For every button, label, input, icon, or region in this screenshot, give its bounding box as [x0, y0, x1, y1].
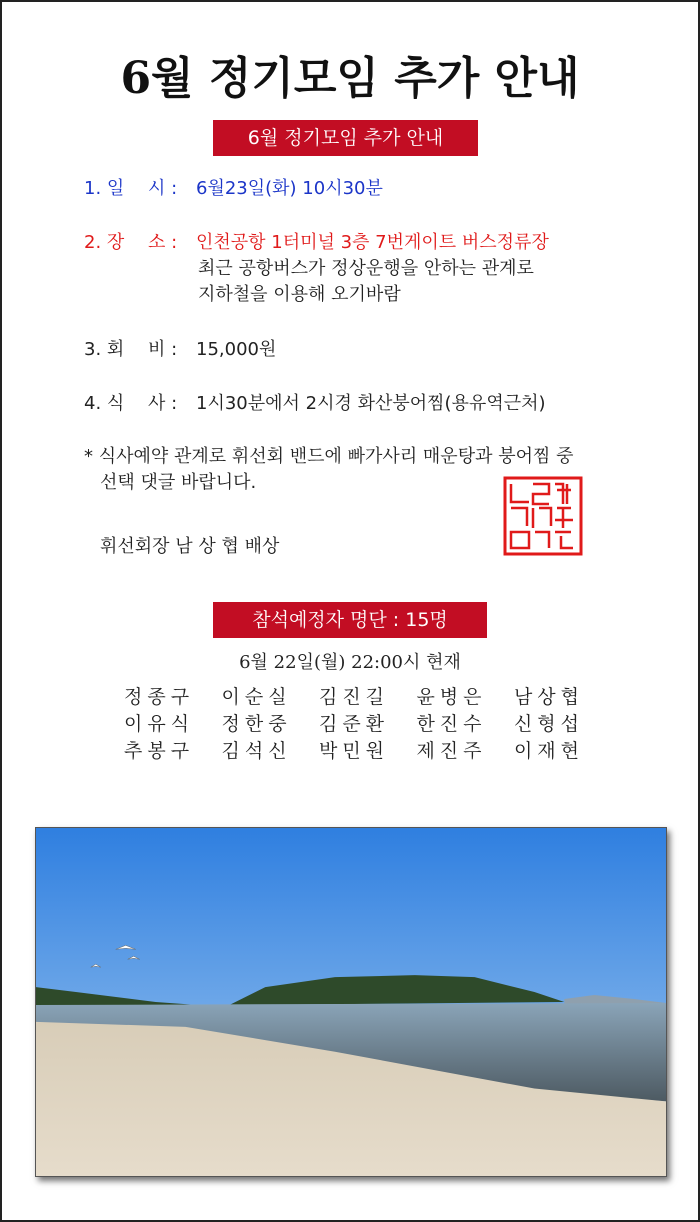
item-label: 4. 식 사 :	[84, 393, 178, 414]
item-value: 6월23일(화) 10시30분	[196, 178, 383, 199]
note-line-1: * 식사예약 관계로 휘선회 밴드에 빠가사리 매운탕과 붕어찜 중	[84, 446, 574, 467]
attendee-row	[124, 711, 584, 738]
attendee-name: 김진길	[318, 686, 390, 708]
beach-photo	[35, 827, 667, 1177]
note-line-2: 선택 댓글 바랍니다.	[100, 472, 257, 493]
item-value: 인천공항 1터미널 3층 7번게이트 버스정류장	[196, 232, 549, 253]
attendee-name: 이유식	[124, 713, 195, 735]
item-place	[84, 228, 549, 254]
attendee-name: 제진주	[416, 740, 487, 762]
attendee-name: 추봉구	[124, 740, 195, 762]
attendee-name: 이재현	[513, 740, 584, 762]
seal-stamp	[503, 476, 583, 556]
attendee-row	[124, 684, 584, 711]
attendee-name: 박민원	[318, 740, 390, 762]
title-banner: 6월 정기모임 추가 안내	[213, 120, 478, 156]
attendee-name: 정한중	[221, 713, 292, 735]
item-value: 1시30분에서 2시경 화산붕어찜(용유역근처)	[196, 393, 546, 414]
item-fee	[84, 335, 276, 361]
attendee-list	[124, 684, 584, 765]
signature: 휘선회장 남 상 협 배상	[100, 536, 280, 557]
item-datetime	[84, 174, 383, 200]
place-note-1: 최근 공항버스가 정상운행을 안하는 관계로	[198, 258, 534, 279]
item-label: 2. 장 소 :	[84, 232, 178, 253]
attendee-name: 남상협	[513, 686, 584, 708]
page-title: 6월 정기모임 추가 안내	[120, 53, 580, 104]
item-label: 3. 회 비 :	[84, 339, 178, 360]
attendee-name: 신형섭	[513, 713, 584, 735]
place-note-2: 지하철을 이용해 오기바람	[198, 284, 401, 305]
item-label: 1. 일 시 :	[84, 178, 178, 199]
attendee-row	[124, 738, 584, 765]
attendee-name: 한진수	[416, 713, 487, 735]
attendee-name: 김준환	[318, 713, 390, 735]
attendees-as-of: 6월 22일(월) 22:00시 현재	[239, 652, 461, 673]
item-value: 15,000원	[196, 339, 277, 360]
attendee-name: 정종구	[124, 686, 195, 708]
item-meal	[84, 389, 546, 415]
attendees-banner: 참석예정자 명단 : 15명	[213, 602, 487, 638]
attendee-name: 윤병은	[416, 686, 487, 708]
attendee-name: 김석신	[221, 740, 292, 762]
attendee-name: 이순실	[221, 686, 292, 708]
